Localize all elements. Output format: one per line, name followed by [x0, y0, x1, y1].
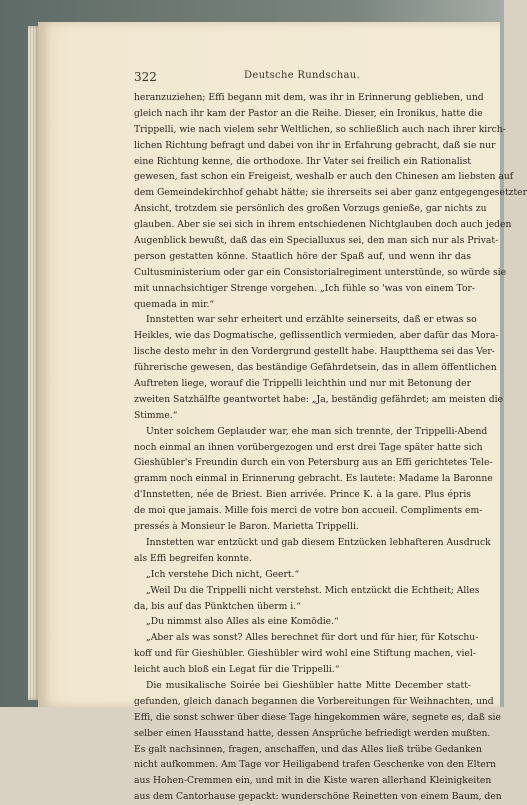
text-line: de moi que jamais. Mille fois merci de votre bon accueil. Compliments em-: [134, 505, 483, 517]
text-line: Augenblick bewußt, daß das ein Specialluxus sei, den man sich nur als Privat-: [134, 235, 499, 247]
text-line: Heikles, wie das Dogmatische, geflissentlich vermieden, aber dafür das Mora-: [134, 330, 499, 342]
text-line: d'Innstetten, née de Briest. Bien arrivée. Prince K. à la gare. Plus épris: [134, 489, 471, 501]
text-line: pressés à Monsieur le Baron. Marietta Trippelli.: [134, 521, 359, 533]
text-line: gleich nach ihr kam der Pastor an die Reihe. Dieser, ein Ironikus, hatte die: [134, 107, 483, 119]
text-line: heranzuziehen; Effi begann mit dem, was ihr in Erinnerung geblieben, und: [134, 92, 484, 103]
text-line: aus Hohen-Cremmen ein, und mit in die Kiste waren allerhand Kleinigkeiten: [134, 775, 492, 787]
text-line: Es galt nachsinnen, fragen, anschaffen, und das Alles ließ trübe Gedanken: [134, 743, 482, 755]
text-line: noch einmal an ihnen vorübergezogen und erst drei Tage später hatte sich: [134, 441, 483, 453]
text-line: leicht auch bloß ein Legat für die Trippelli.“: [134, 664, 340, 676]
text-line: da, bis auf das Pünktchen überm i.“: [134, 600, 301, 612]
running-head: Deutsche Rundschau.: [244, 70, 360, 81]
text-line: dem Gemeindekirchhof gehabt hätte; sie ihrerseits sei aber ganz entgegengesetzter: [134, 187, 527, 199]
text-line: als Effi begreifen konnte.: [134, 552, 252, 564]
text-line: selber einen Hausstand hatte, dessen Ansprüche befriedigt werden mußten.: [134, 727, 491, 739]
text-line: mit unnachsichtiger Strenge vorgehen. „Ich fühle so 'was von einem Tor-: [134, 282, 475, 294]
text-line: Auftreten liege, worauf die Trippelli leichthin und nur mit Betonung der: [134, 378, 471, 390]
text-line: Die musikalische Soirée bei Gieshübler hatte Mitte December statt-: [146, 679, 471, 691]
text-line: Gieshübler's Freundin durch ein von Petersburg aus an Effi gerichtetes Tele-: [134, 457, 493, 469]
text-line: Innstetten war entzückt und gab diesem Entzücken lebhafteren Ausdruck: [146, 536, 491, 548]
text-line: Unter solchem Geplauder war, ehe man sich trennte, der Trippelli-Abend: [146, 425, 488, 437]
text-line: „Ich verstehe Dich nicht, Geert.“: [146, 568, 300, 580]
text-line: Effi, die sonst schwer über diese Tage hingekommen wäre, segnete es, daß sie: [134, 711, 501, 723]
page-number: 322: [134, 70, 157, 84]
text-line: „Weil Du die Trippelli nicht verstehst. Mich entzückt die Echtheit; Alles: [146, 584, 480, 596]
text-line: eine Richtung kenne, die orthodoxe. Ihr Vater sei freilich ein Rationalist: [134, 155, 471, 167]
text-line: Ansicht, trotzdem sie persönlich des großen Vorzugs genieße, gar nichts zu: [134, 203, 487, 215]
text-line: gefunden, gleich danach begannen die Vorbereitungen für Weihnachten, und: [134, 695, 494, 707]
text-line: aus dem Cantorhause gepackt: wunderschöne Reinetten von einem Baum, den: [134, 791, 502, 803]
text-line: koff und für Gieshübler. Gieshübler wird wohl eine Stiftung machen, viel-: [134, 648, 476, 660]
text-line: Trippelli, wie nach vielem sehr Weltlichen, so schließlich auch nach ihrer kirch-: [134, 123, 506, 135]
text-line: nicht aufkommen. Am Tage vor Heiligabend trafen Geschenke von den Eltern: [134, 759, 497, 771]
text-line: gramm noch einmal in Erinnerung gebracht. Es lautete: Madame la Baronne: [134, 473, 493, 485]
text-line: zweiten Satzhälfte geantwortet habe: „Ja, beständig gefährdet; am meisten die: [134, 393, 503, 405]
text-line: lische desto mehr in den Vordergrund gestellt habe. Hauptthema sei das Ver-: [134, 346, 495, 358]
text-line: gewesen, fast schon ein Freigeist, weshalb er auch den Chinesen am liebsten auf: [134, 171, 514, 183]
body-text: [134, 90, 527, 805]
text-line: glauben. Aber sie sei sich in ihrem entschiedenen Nichtglauben doch auch jeden: [134, 219, 512, 231]
page-header: [134, 70, 470, 86]
text-line: person gestatten könne. Staatlich höre der Spaß auf, und wenn ihr das: [134, 250, 471, 262]
text-line: führerische gewesen, das beständige Gefährdetsein, das in allem öffentlichen: [134, 362, 497, 374]
text-line: Stimme.“: [134, 409, 178, 421]
text-line: Innstetten war sehr erheitert und erzählte seinerseits, daß er etwas so: [146, 314, 477, 326]
text-line: „Aber als was sonst? Alles berechnet für dort und für hier, für Kotschu-: [146, 632, 479, 644]
text-line: quemada in mir.“: [134, 298, 215, 310]
text-line: Cultusministerium oder gar ein Consistorialregiment unterstünde, so würde sie: [134, 266, 507, 278]
text-line: „Du nimmst also Alles als eine Komödie.“: [146, 616, 339, 628]
text-line: lichen Richtung befragt und dabei von ihr in Erfahrung gebracht, daß sie nur: [134, 139, 496, 151]
